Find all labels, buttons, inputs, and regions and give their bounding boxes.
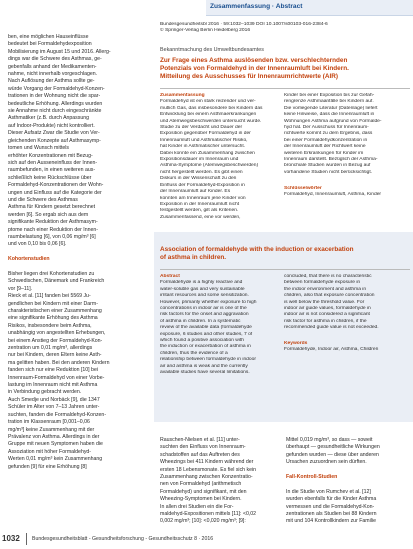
divider (160, 88, 410, 89)
text-line: Formaldehyd, Innenraumluft, Asthma, Kinder (284, 192, 382, 198)
text-line: lastung im Innenraum nicht mit Asthma (8, 382, 98, 389)
text-line: konnten am Innenraum jene Kinder von (160, 195, 246, 201)
text-line: der Innenraumluft der Richtwert keine (284, 144, 366, 150)
text-line: water-soluble gas and very sustainable (160, 286, 245, 292)
section-tab (206, 0, 413, 16)
text-line: raumbelastung [6], von 0,06 mg/m³ [6] (8, 233, 96, 240)
text-line: gefunden [9] für eine Erhöhung [8] (8, 463, 87, 470)
section-heading: Abstract (160, 274, 180, 279)
journal-name: Bundesgesundheitsblatt - Gesundheitsforschung - Gesundheitsschutz 8 · 2016 (32, 536, 214, 542)
text-line: mg/m³] keine Zusammenhang mit der (8, 426, 95, 433)
text-line: Formaldehyd-Konzentrationen der Wohn- (8, 182, 104, 189)
text-line: Assoziation mit höher Formaldehyd- (8, 448, 92, 455)
text-line: hyd hat. Der Ausschuss für Innenraum- (284, 125, 369, 131)
right-body-column (286, 437, 410, 526)
text-line: richtwerte kommt zu dem Ergebnis, dass (284, 131, 373, 137)
text-line: bei einem Anstieg der Formaldehyd-Kon- (8, 337, 103, 344)
text-line: tomen und Wunsch mittels (8, 145, 70, 152)
middle-body-column (160, 437, 280, 526)
text-line: sich auf den Ausseneinfluss der Innen- (8, 159, 98, 166)
section-label: Bekanntmachung des Umweltbundesamtes (160, 47, 264, 53)
text-line: ben, eine möglichen Hauseinflüsse (8, 34, 89, 40)
text-line: nicht hergestellt werden. Es gibt einen (160, 169, 243, 175)
text-line: of asthma in children. In a systematic (160, 318, 241, 324)
text-line (286, 481, 410, 488)
text-line: Wohnungen Asthma aufgrund von Formalde- (284, 118, 382, 124)
text-line: Asthma-Symptome (Atemwegsbeschwerden) (160, 163, 259, 169)
text-line: Dieser Aufsatz Zwar die Studie von Ver- (8, 130, 100, 137)
divider (160, 269, 410, 270)
text-line: Gruppe mit neuen Symptomen haben die (8, 441, 103, 448)
text-line: Die vorliegende Literatur (Datenlage) liefert (284, 105, 378, 111)
text-line: Einfluss der Formaldehyd-Exposition in (160, 182, 245, 188)
text-line: zentrationen als Studien bei 88 Kindern (286, 511, 377, 518)
text-line: raumbefunden, in einen weiteren aus- (8, 167, 96, 174)
text-line: der Innenraumluft auf Kinder. Es (160, 189, 231, 195)
text-line: Innenraum-Formaldehyd von einer Vorbe- (8, 374, 105, 381)
text-line: ungen und Einfluss auf die Kategorie der (8, 189, 102, 196)
text-line: 0,002 mg/m³; [10]: <0,020 mg/m³; [9]: (160, 518, 246, 525)
text-line: in Verbindung gebracht werden. (8, 389, 82, 396)
text-line: trationen in der Wohnung nicht die spar- (8, 93, 101, 100)
text-line: charakteristischen einer Zusammenhang (8, 308, 102, 314)
text-line: available studies have several limitations. (160, 370, 250, 376)
text-line: Nach Auflösung der Asthma sollte ge- (8, 78, 95, 85)
german-article-title (160, 57, 410, 81)
text-line: the induction or exacerbation of asthma in (160, 344, 251, 350)
text-line: bedeutliche Erhöhung. Allerdings wurden (8, 100, 103, 107)
text-line: eine signifikante Erhöhung des Asthma (8, 315, 98, 322)
text-line: wurden ebenfalls für die Kinder Asthma (286, 496, 377, 503)
text-line: Mobilisierung im August 15 und 2016. Allerg- (8, 48, 111, 55)
text-line: zentration um 0,01 mg/m³, allerdings (8, 345, 93, 352)
text-line: indoor air is not considered a significant (284, 312, 370, 318)
text-line: Risikos, insbesondere beim Asthma, (8, 322, 92, 329)
text-line: Mitteilung des Ausschusses für Innenraumrichtwerte (AIR) (160, 73, 339, 80)
text-line: In die Studie von Rumchev et al. [12] (286, 488, 371, 495)
text-line: Studie zu der Verdacht und Dauer der (160, 125, 243, 131)
text-line: Rauschen-Nielsen et al. [11] unter- (160, 437, 240, 443)
text-line: unabhängig von angestellten Erhebungen, (8, 330, 106, 337)
text-line: vorhandene Studien nicht berücksichtigt. (284, 169, 373, 175)
text-line: Ursachen zuzuordnen sein dürften. (286, 459, 367, 466)
german-abstract-right (284, 93, 408, 199)
text-line: Diskurs in der Wissenschaft zu den (160, 176, 237, 182)
text-line: Bundesgesundheitsbl 2016 · 59:1032–1039 DOI 10.1007/s00103-016-2384-6 (160, 22, 328, 27)
section-heading: Schlüsselwörter (284, 185, 322, 191)
text-line: the indoor environment and asthma in (284, 286, 367, 292)
text-line (286, 467, 410, 474)
text-line: bedeutet bei Formaldehydexposition (8, 41, 92, 48)
text-line: weiteren Erkrankungen für Kinder im (284, 150, 364, 156)
left-body-column (8, 34, 148, 471)
text-line: Dabei konnte ein Zusammenhang zwischen (160, 150, 255, 156)
text-line: nur bei Kindern, deren Eltern keine Asth- (8, 352, 102, 359)
text-line: Werten 0,01 mg/m³ kein Zusammenhang (8, 456, 103, 463)
text-line: suchten, fanden die Formaldehyd-Konzen- (8, 411, 107, 418)
text-line: werden [6]. So ergab sich aus dem (8, 211, 89, 218)
text-line: ersten 18 Lebensmonate. Es fiel sich kein (160, 466, 257, 473)
text-line: Bisher liegen drei Kohortenstudien zu (8, 270, 95, 277)
text-line: irritant resources and some sensitization. (160, 293, 249, 299)
text-line: vermessen und die Formaldehyd-Kon- (286, 503, 375, 510)
text-line: indoor air guide values, formaldehyde in (284, 306, 371, 312)
text-line: between formaldehyde exposure in (284, 280, 361, 286)
text-line: würde Vorgang der Formaldehyd-Konzen- (8, 85, 105, 92)
text-line: children, thus the evidence of a (160, 350, 228, 356)
text-line: Innenraumluft und Asthmatischer Risiko, (160, 137, 248, 143)
text-line: signifikante Reduktion der Asthmasym- (8, 219, 98, 226)
text-line: schließlich keine Rückschlüsse über (8, 174, 92, 181)
text-line: Potenzials von Formaldehyd in der Innenraumluft bei Kindern. (160, 65, 349, 72)
text-line: gefunden wurden — diese über anderen (286, 451, 379, 458)
text-line: gebenfalls anhand der Medikamenten- (8, 63, 97, 70)
text-line: nen von Formaldehyd (arithmetisch (160, 481, 242, 488)
text-line: Exposition in der Innenraumluft nicht (160, 201, 240, 207)
text-line: Asthma für Kindern gesetzt berechnet (8, 204, 96, 211)
text-line: mutlich Gas, das insbesondere bei Kindern das (160, 105, 263, 111)
text-line: überhaupt — gesundheitliche Wirkungen (286, 444, 380, 451)
text-line (284, 176, 408, 182)
text-line: auf Indoor-Produkte) nicht kontrolliert. (8, 122, 95, 129)
text-line: bronchiale Studien wurden in Bezug auf (284, 163, 371, 169)
text-line: is well below the threshold value. For (284, 299, 365, 305)
section-tab-title: Zusammenfassung · Abstract (210, 3, 303, 10)
text-line: nahme, nicht innerhalb vorgeschlagen. (8, 71, 98, 78)
german-abstract-left (160, 93, 278, 221)
text-line: Association of formaldehyde with the induction or exacerbation (160, 246, 354, 253)
citation-block (160, 22, 408, 35)
text-line: suchten den Einfluss von Innenraum- (160, 444, 246, 451)
text-line: risk factor for asthma in children, if the (284, 318, 367, 324)
text-line: Zusammenhang zwischen Konzentratio- (160, 474, 253, 481)
text-line: Formaldehyde, Indoor air, Asthma, Children (284, 347, 379, 353)
text-line: Exposition gegenüber Formaldehyd in der (160, 131, 251, 137)
text-line: Mittel 0,019 mg/m³, so dass — soweit (286, 437, 373, 443)
text-line: ma gelitten haben. Bei den anderen Kindern (8, 359, 110, 366)
text-line: Entwicklung bei einem Asthmaerkrankungen (160, 112, 257, 118)
text-line: Schwedischen, Dänemark und Frankreich (8, 278, 105, 285)
text-line: gleichenden Konzepte auf Asthmasymp- (8, 137, 101, 144)
text-line: review of the available data (formaldehyde (160, 325, 252, 331)
text-line: Auch Smedje und Norbäck [9], die 1347 (8, 396, 100, 403)
text-line: rengrenze Asthmaanfälle bei Kindern auf. (284, 99, 374, 105)
text-line: which found a positive association with (160, 338, 245, 344)
text-line: mit und 104 Kontrollkindern zur Familie (286, 518, 376, 525)
section-heading: Keywords (284, 341, 308, 347)
text-line: recommended guide value is not exceeded. (284, 325, 379, 331)
text-line (284, 332, 408, 338)
text-line: Schüler im Alter von 7–13 Jahren unter- (8, 404, 100, 411)
section-heading: Zusammenfassung (160, 93, 205, 98)
text-line: tration im Klassenraum [0,001–0,06 (8, 419, 90, 426)
text-line: of asthma in children. (160, 254, 227, 261)
text-line: Formaldehyd) und signifikant, mit den (160, 488, 247, 495)
english-abstract-right (284, 274, 408, 354)
text-line: concentrations in indoor air is one of the (160, 306, 247, 312)
text-line: gendlichen bei Kindern mit einer Darm- (8, 300, 98, 307)
text-line: Formaldehyde is a highly reactive and (160, 280, 243, 286)
text-line: Kinder bei einer Exposition bis zur Gefah- (284, 93, 375, 98)
text-line: risk factors for the onset and aggravation (160, 312, 249, 318)
text-line: und von 0,10 bis 0,06 [6]. (8, 241, 67, 248)
page-footer (0, 528, 413, 549)
text-line: schadstoffen auf das Auftreten des (160, 451, 240, 458)
english-article-title (160, 246, 410, 262)
text-line: Zusammenfassend, eine vor werden, (160, 214, 241, 220)
section-heading: Fall-Kontroll-Studien (286, 474, 338, 481)
page-number: 1032 (2, 534, 20, 543)
text-line: vor [9–11]. (8, 285, 33, 292)
english-abstract-left (160, 274, 278, 377)
text-line: air and asthma is weak and the currently (160, 363, 248, 369)
text-line: bei einer Formaldehydkonzentration in (284, 137, 368, 143)
text-line: sie Annahme nicht durch eingeschränkte (8, 108, 102, 115)
text-line (8, 249, 148, 256)
text-line: ptome nach einer Reduktion der Innen- (8, 226, 98, 233)
text-line: fanden sich nur eine Reduktion [10] bei (8, 367, 98, 374)
text-line: Expositionsdauer im Innenraum und (160, 157, 239, 163)
text-line: relationship between formaldehyde in indoor (160, 357, 256, 363)
section-heading: Kohortenstudien (8, 256, 50, 263)
text-line (8, 264, 148, 271)
text-line: © Springer-Verlag Berlin Heidelberg 2016 (160, 28, 251, 34)
text-line: Formaldehyd ist ein stark reizender und ver- (160, 99, 256, 105)
text-line: Wheezings bei 411 Kindern während der (160, 459, 254, 466)
text-line: Prävalenz von Asthma. Allerdings in der (8, 433, 100, 440)
text-line: However, primarily whether exposure to high (160, 299, 257, 305)
text-line: hat Kinder in Asthmatischer untersucht. (160, 144, 246, 150)
text-line: und die Schwere des Asthmas (8, 196, 78, 203)
text-line: Wheezing-Symptomen bei Kindern. (160, 496, 242, 503)
text-line: Zur Frage eines Asthma auslösenden bzw. verschlechternden (160, 57, 348, 64)
text-line: maldehyd-Expositionen mittels [11]: <0,02 (160, 511, 257, 518)
text-line: In allen drei Studien ein die For- (160, 503, 234, 510)
text-line: und Atemwegsbeschwerden untersucht wurde. (160, 118, 262, 124)
text-line: erhöhter Konzentrationen mit Bezug- (8, 152, 93, 159)
footer-divider (26, 533, 27, 545)
text-line: Asthmatiker (z.B. durch Anpassung (8, 115, 90, 122)
text-line: exposure, 6 studies and other studies, 7 of (160, 331, 253, 337)
text-line: keine Hinweise, dass die Innenraumluft in (284, 112, 375, 118)
text-line: dings war die Schwere des Asthmas, ge- (8, 56, 102, 63)
text-line: concluded, that there is no characteristic (284, 274, 372, 279)
text-line: children, also that exposure concentration (284, 293, 375, 299)
text-line: Rieck et al. [11] fanden bei 5569 Ju- (8, 293, 91, 300)
text-line: festgestellt werden, gilt als Kriterien. (160, 208, 239, 214)
text-line: Innenraum darstellt. Bezüglich der Asthma- (284, 157, 378, 163)
